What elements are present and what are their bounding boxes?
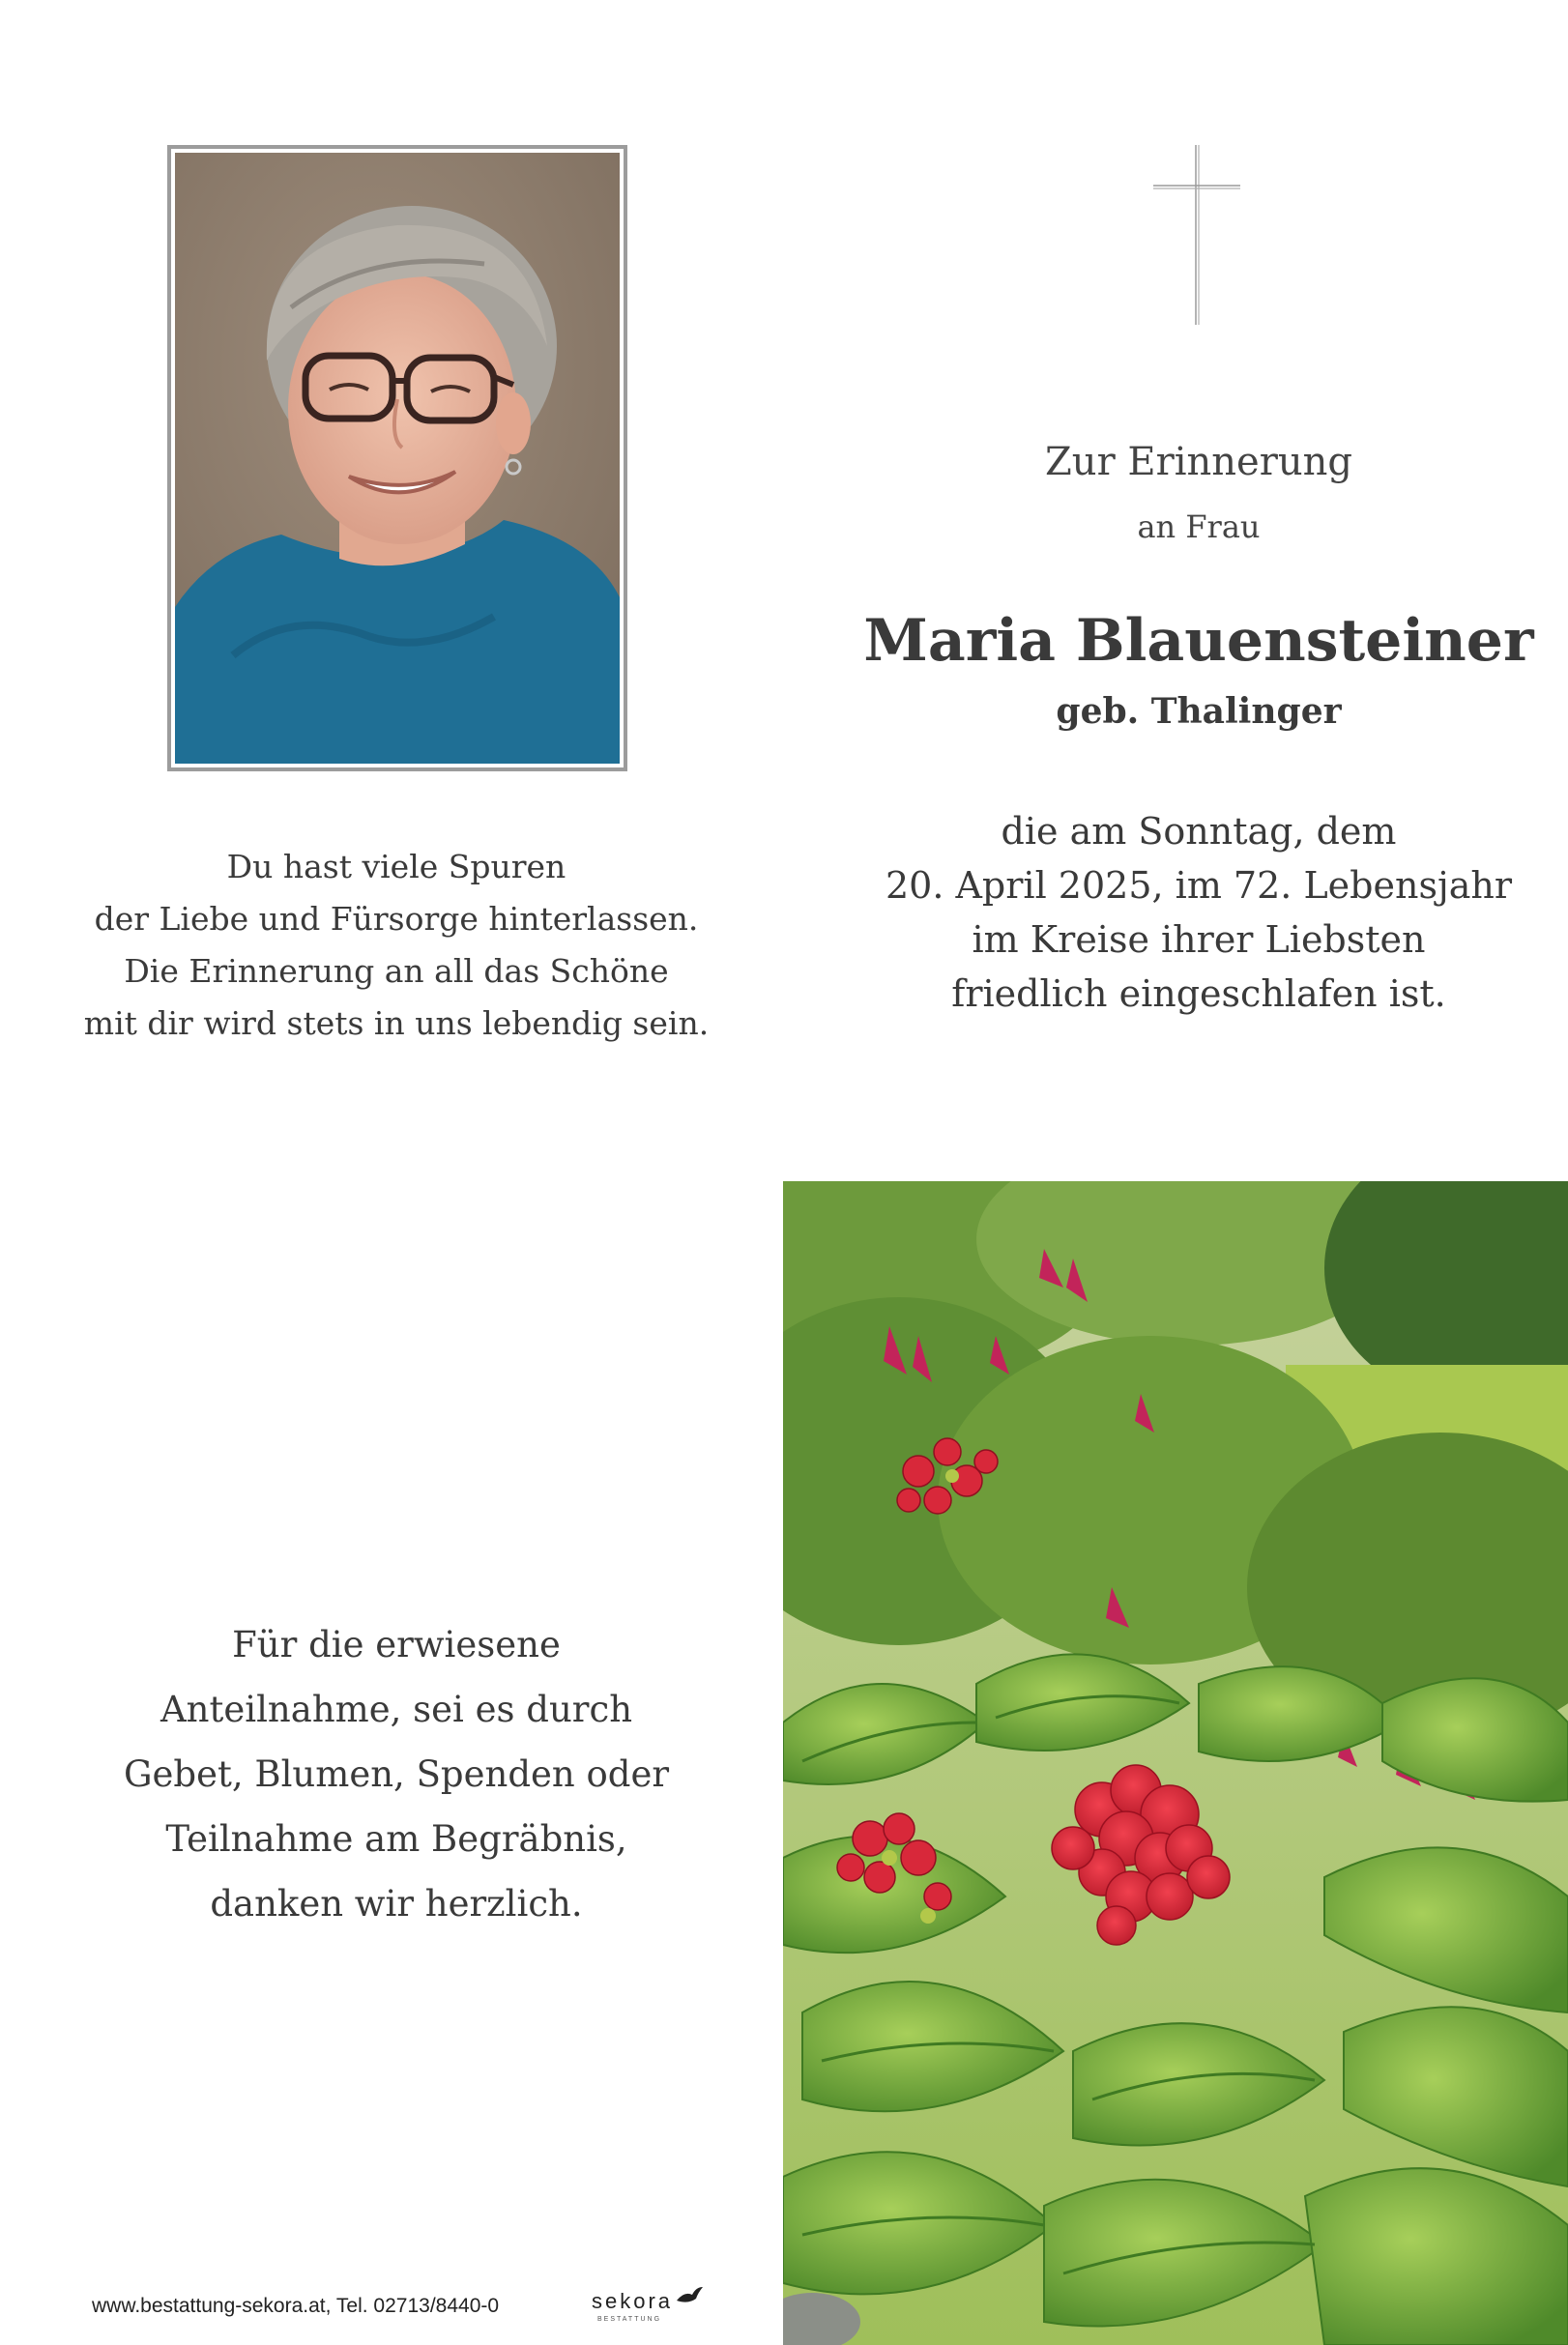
death-notice (812, 804, 1568, 1021)
death-notice-line: 20. April 2025, im 72. Lebensjahr (885, 864, 1513, 907)
poem-line: mit dir wird stets in uns lebendig sein. (83, 1004, 710, 1042)
cross-icon (1151, 143, 1242, 327)
brand-logo (592, 2283, 708, 2331)
poem-line: der Liebe und Fürsorge hinterlassen. (94, 900, 699, 938)
thanks-line: Anteilnahme, sei es durch (160, 1689, 633, 1730)
poem-line: Du hast viele Spuren (226, 848, 566, 885)
flower-illustration (783, 1181, 1568, 2345)
deceased-name: Maria Blauensteiner (863, 607, 1534, 675)
death-notice-line: im Kreise ihrer Liebsten (972, 918, 1426, 961)
remembrance-subtitle: an Frau (1137, 508, 1261, 545)
footer-contact: www.bestattung-sekora.at, Tel. 02713/8440-0 (92, 2295, 500, 2317)
thanks-line: danken wir herzlich. (210, 1883, 583, 1925)
portrait-illustration (175, 153, 620, 764)
memorial-poem (58, 841, 735, 1050)
thanks-line: Für die erwiesene (232, 1624, 561, 1665)
thanks-line: Gebet, Blumen, Spenden oder (123, 1753, 670, 1795)
remembrance-title: Zur Erinnerung (1045, 440, 1352, 484)
death-notice-line: die am Sonntag, dem (1001, 810, 1397, 853)
death-notice-line: friedlich eingeschlafen ist. (951, 972, 1446, 1015)
brand-subtitle: BESTATTUNG (597, 2316, 662, 2323)
bird-logo-icon (675, 2285, 704, 2306)
portrait-photo (167, 145, 627, 771)
brand-name: sekora (592, 2289, 674, 2313)
maiden-name: geb. Thalinger (1056, 691, 1342, 732)
thanks-note (58, 1612, 735, 1936)
thanks-line: Teilnahme am Begräbnis, (165, 1818, 627, 1860)
hydrangea-photo (783, 1181, 1568, 2345)
poem-line: Die Erinnerung an all das Schöne (124, 952, 669, 990)
